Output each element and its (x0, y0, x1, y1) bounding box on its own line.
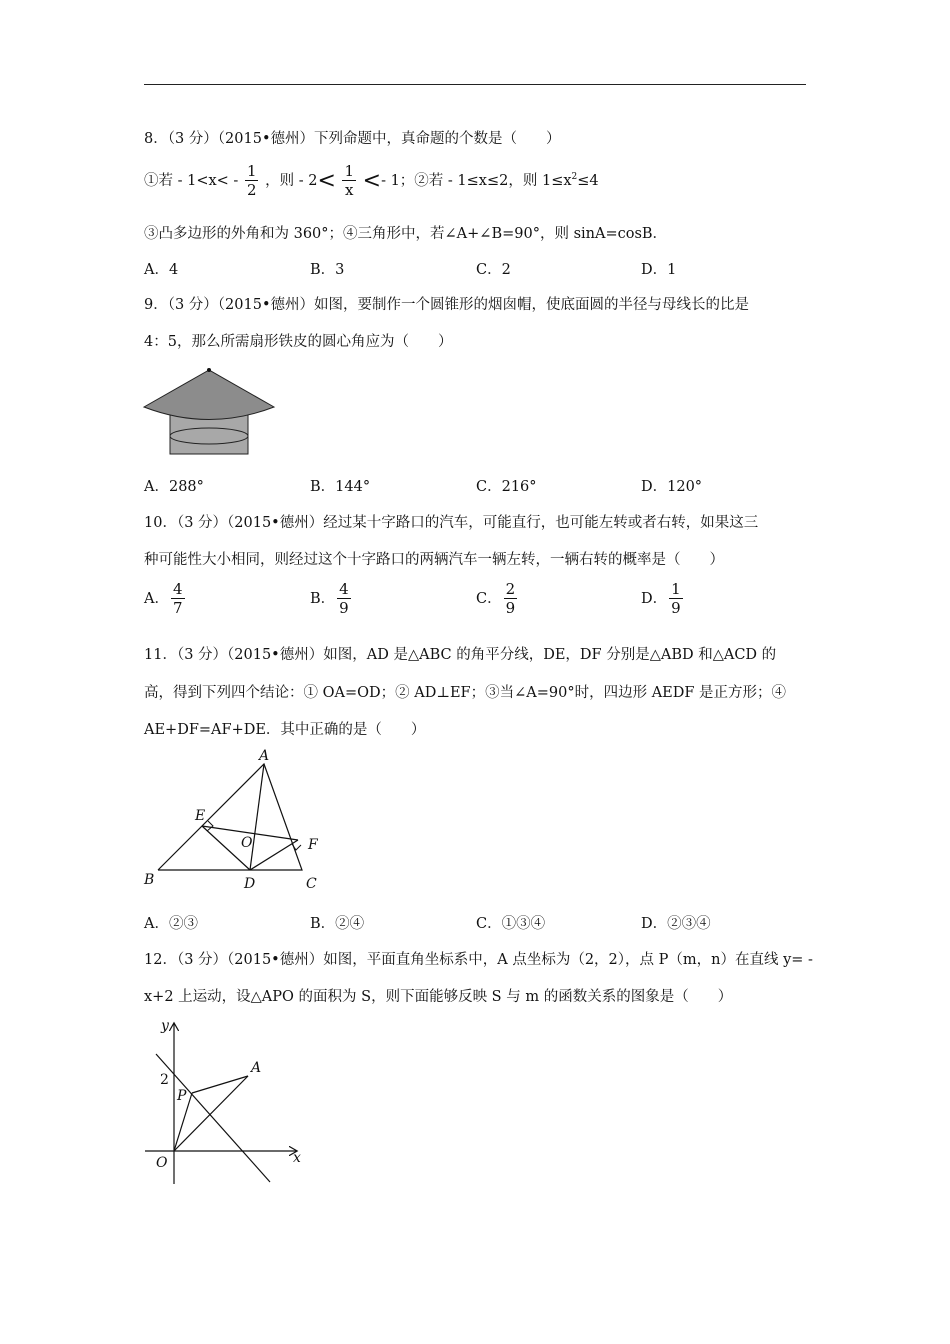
fraction-one-over-x: $\frac{1}{x}$ (344, 162, 355, 199)
cone-cap (144, 370, 274, 420)
q10-option-b[interactable]: B． $\frac{4}{9}$ (310, 580, 349, 617)
label-two: 2 (160, 1072, 169, 1088)
label-b: B (144, 872, 155, 888)
q8-statement-1: ①若 - 1<x< - $\frac{1}{2}$ ，则 - 2< $\frac{1}{x}$ <- 1；②若 - 1≤x≤2，则 $1\le x^2\le 4$ (144, 162, 599, 199)
q11-line-2: 高，得到下列四个结论：① OA=OD；② AD⊥EF；③当∠A=90°时，四边形 AEDF 是正方形；④ (144, 685, 787, 701)
label-y: y (161, 1018, 169, 1034)
q11-line-3: AE+DF=AF+DE．其中正确的是（ ） (144, 722, 426, 738)
q12-line-1: 12．（3 分）（2015•德州）如图，平面直角坐标系中，A 点坐标为（2，2），点 P（m，n）在直线 y= - (144, 952, 813, 968)
q9-option-b[interactable]: B．144° (310, 479, 371, 495)
q9-option-c[interactable]: C．216° (476, 479, 537, 495)
q11-option-b[interactable]: B．②④ (310, 916, 365, 932)
q9-option-d[interactable]: D．120° (641, 479, 703, 495)
label-o: O (156, 1155, 168, 1171)
label-f: F (308, 837, 318, 853)
label-a: A (251, 1060, 262, 1076)
label-e: E (195, 808, 206, 824)
q10-option-c[interactable]: C． $\frac{2}{9}$ (476, 580, 516, 617)
q10-line-1: 10．（3 分）（2015•德州）经过某十字路口的汽车，可能直行，也可能左转或者右转，如果这三 (144, 515, 759, 531)
q8-option-c[interactable]: C．2 (476, 262, 511, 278)
triangle-figure (140, 748, 340, 896)
label-d: D (244, 876, 256, 892)
q9-option-a[interactable]: A．288° (144, 479, 204, 495)
q11-line-1: 11．（3 分）（2015•德州）如图，AD 是△ABC 的角平分线，DE，DF 分别是△ABD 和△ACD 的 (144, 647, 777, 663)
q8-statement-2: ③凸多边形的外角和为 360°；④三角形中，若∠A+∠B=90°，则 sinA=cosB． (144, 226, 668, 242)
fraction-one-half: $\frac{1}{2}$ (246, 162, 257, 199)
q10-line-2: 种可能性大小相同，则经过这个十字路口的两辆汽车一辆左转，一辆右转的概率是（ ） (144, 552, 724, 568)
coordinate-figure (140, 1012, 310, 1192)
label-a: A (259, 748, 270, 764)
q10-option-a[interactable]: A． $\frac{4}{7}$ (144, 580, 183, 617)
cone-apex (207, 368, 211, 372)
q9-line-1: 9．（3 分）（2015•德州）如图，要制作一个圆锥形的烟囱帽，使底面圆的半径与母线长的比是 (144, 297, 750, 313)
q11-option-d[interactable]: D．②③④ (641, 916, 711, 932)
label-o: O (241, 835, 253, 851)
label-c: C (306, 876, 317, 892)
q8-option-a[interactable]: A．4 (144, 262, 179, 278)
header-rule (144, 84, 806, 85)
label-x: x (293, 1150, 301, 1166)
q8-stem: 8．（3 分）（2015•德州）下列命题中，真命题的个数是（ ） (144, 131, 561, 147)
q8-option-b[interactable]: B．3 (310, 262, 345, 278)
q11-option-a[interactable]: A．②③ (144, 916, 198, 932)
q11-option-c[interactable]: C．①③④ (476, 916, 546, 932)
q10-option-d[interactable]: D． $\frac{1}{9}$ (641, 580, 681, 617)
chimney-cap-figure (140, 364, 280, 459)
q12-line-2: x+2 上运动，设△APO 的面积为 S，则下面能够反映 S 与 m 的函数关系的图象是（ ） (144, 989, 733, 1005)
label-p: P (177, 1088, 187, 1104)
q9-line-2: 4：5，那么所需扇形铁皮的圆心角应为（ ） (144, 334, 453, 350)
q8-option-d[interactable]: D．1 (641, 262, 677, 278)
